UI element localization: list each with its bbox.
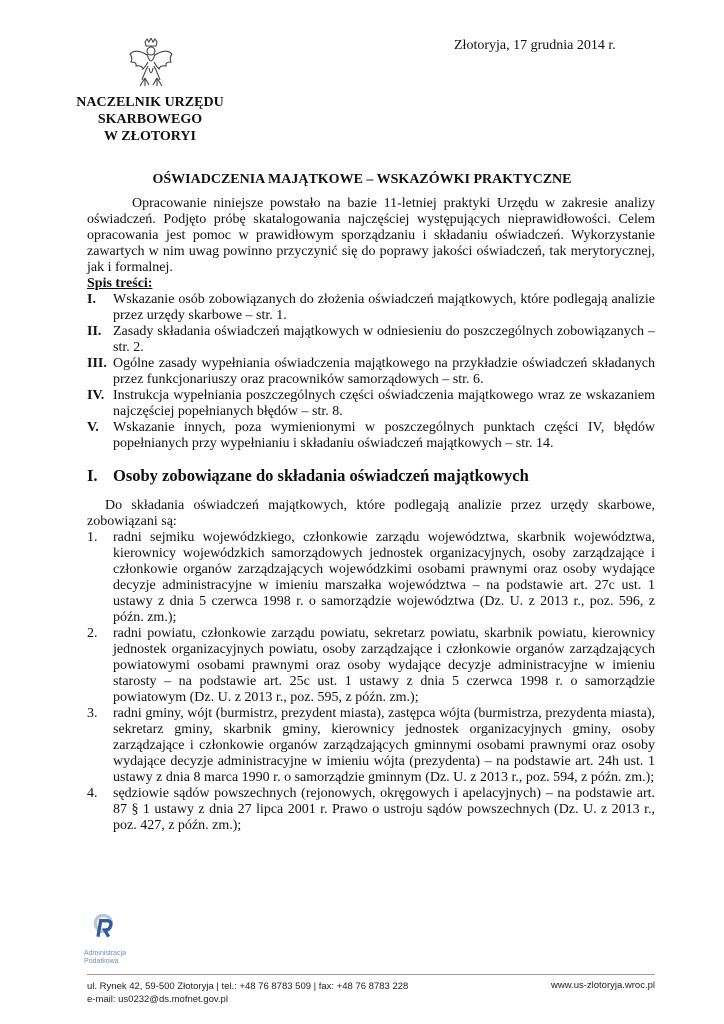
logo-text xyxy=(84,950,126,966)
toc-item xyxy=(87,356,655,388)
list-item-number: 3. xyxy=(87,706,98,721)
footer-divider xyxy=(87,974,655,975)
logo-line: Administracja xyxy=(84,950,127,957)
list-item-number: 4. xyxy=(87,786,98,801)
toc-item xyxy=(87,292,655,324)
list-item-text: radni powiatu, członkowie zarządu powiatu, sekretarz powiatu, skarbnik powiatu, kierownicy jednostek organizacyjnych powiatu, osoby zarządzające i członkowie organów zarządzających powiatowymi osobami prawnymi oraz osoby wydające decyzje administracyjne w imieniu starosty – na podstawie art. 25c ust. 1 ustawy z dnia 5 czerwca 1998 r. o samorządzie powiatowym (Dz. U. z 2013 r., poz. 595, z późn. zm.); xyxy=(113,626,655,705)
footer-address: ul. Rynek 42, 59-500 Złotoryja | tel.: +48 76 8783 509 | fax: +48 76 8783 228 xyxy=(87,981,409,992)
footer-email[interactable]: e-mail: us0232@ds.mofnet.gov.pl xyxy=(87,994,228,1005)
footer-contact xyxy=(87,980,408,1006)
issuing-office xyxy=(60,94,240,145)
logo-line: Podatkowa xyxy=(84,958,119,965)
document-body xyxy=(87,196,655,834)
toc-item-text: Wskazanie innych, poza wymienionymi w poszczególnych punktach części IV, błędów popełnianych przy wypełnianiu i składaniu oświadczeń majątkowych – str. 14. xyxy=(113,420,655,451)
office-line: SKARBOWEGO xyxy=(97,112,203,127)
section-heading xyxy=(87,468,655,484)
administracja-podatkowa-logo-icon xyxy=(84,914,144,950)
list-item xyxy=(87,706,655,786)
table-of-contents xyxy=(87,292,655,452)
list-item-number: 1. xyxy=(87,530,98,545)
toc-item-number: II. xyxy=(87,324,102,339)
toc-item-text: Ogólne zasady wypełniania oświadczenia majątkowego na przykładzie oświadczeń składanych przez funkcjonariuszy oraz pracowników samorządowych – str. 6. xyxy=(113,356,655,387)
toc-item-text: Wskazanie osób zobowiązanych do złożenia oświadczeń majątkowych, które podlegają analizie przez urzędy skarbowe – str. 1. xyxy=(113,292,655,323)
section-lead: Do składania oświadczeń majątkowych, które podlegają analizie przez urzędy skarbowe, zobowiązani są: xyxy=(87,498,655,529)
obligated-persons-list xyxy=(87,530,655,834)
document-date: Złotoryja, 17 grudnia 2014 r. xyxy=(454,38,616,53)
office-line: NACZELNIK URZĘDU xyxy=(76,95,224,110)
list-item-number: 2. xyxy=(87,626,98,641)
toc-item-number: IV. xyxy=(87,388,105,403)
toc-heading: Spis treści: xyxy=(87,276,153,291)
list-item xyxy=(87,626,655,706)
intro-paragraph: Opracowanie niniejsze powstało na bazie 11-letniej praktyki Urzędu w zakresie analizy oświadczeń. Podjęto próbę skatalogowania najczęściej występujących nieprawidłowości. Celem opracowania jest pomoc w prawidłowym sporządzaniu i składaniu oświadczeń. Wykorzystanie zawartych w nim uwag powinno przyczynić się do poprawy jakości oświadczeń, tak merytorycznej, jak i formalnej. xyxy=(87,196,655,275)
toc-item xyxy=(87,420,655,452)
toc-item-number: III. xyxy=(87,356,107,371)
section-number: I. xyxy=(87,466,98,485)
toc-item-text: Instrukcja wypełniania poszczególnych części oświadczenia majątkowego wraz ze wskazaniem najczęściej popełnianych błędów – str. 8. xyxy=(113,388,655,419)
list-item-text: radni gminy, wójt (burmistrz, prezydent miasta), zastępca wójta (burmistrza, prezydenta miasta), sekretarz gminy, skarbnik gminy, kierownicy jednostek organizacyjnych gminy, osoby zarządzające i członkowie organów zarządzających gminnymi osobami prawnymi oraz osoby wydające decyzje administracyjne w imieniu wójta (prezydenta) – na podstawie art. 24h ust. 1 ustawy z dnia 8 marca 1990 r. o samorządzie gminnym (Dz. U. z 2013 r., poz. 594, z późn. zm.); xyxy=(113,706,655,785)
list-item-text: sędziowie sądów powszechnych (rejonowych, okręgowych i apelacyjnych) – na podstawie art. 87 § 1 ustawy z dnia 27 lipca 2001 r. Prawo o ustroju sądów powszechnych (Dz. U. z 2013 r., poz. 427, z późn. zm.); xyxy=(113,786,655,833)
document-title: OŚWIADCZENIA MAJĄTKOWE – WSKAZÓWKI PRAKTYCZNE xyxy=(152,172,572,187)
section-title: Osoby zobowiązane do składania oświadczeń majątkowych xyxy=(113,466,529,485)
footer-website-link[interactable]: www.us-zlotoryja.wroc.pl xyxy=(551,980,655,991)
list-item-text: radni sejmiku wojewódzkiego, członkowie zarządu województwa, skarbnik województwa, kierownicy wojewódzkich samorządowych jednostek organizacyjnych, osoby zarządzające i członkowie organów zarządzających wojewódzkimi osobami prawnymi oraz osoby wydające decyzje administracyjne w imieniu marszałka województwa – na podstawie art. 27c ust. 1 ustawy z dnia 5 czerwca 1998 r. o samorządzie województwa (Dz. U. z 2013 r., poz. 596, z późn. zm.); xyxy=(113,530,655,625)
toc-item xyxy=(87,324,655,356)
toc-item-number: I. xyxy=(87,292,96,307)
toc-item xyxy=(87,388,655,420)
toc-item-number: V. xyxy=(87,420,99,435)
list-item xyxy=(87,530,655,626)
toc-item-text: Zasady składania oświadczeń majątkowych w odniesieniu do poszczególnych zobowiązanych – str. 2. xyxy=(113,324,655,355)
office-line: W ZŁOTORYI xyxy=(104,129,196,144)
polish-eagle-emblem-icon xyxy=(128,38,174,88)
list-item xyxy=(87,786,655,834)
